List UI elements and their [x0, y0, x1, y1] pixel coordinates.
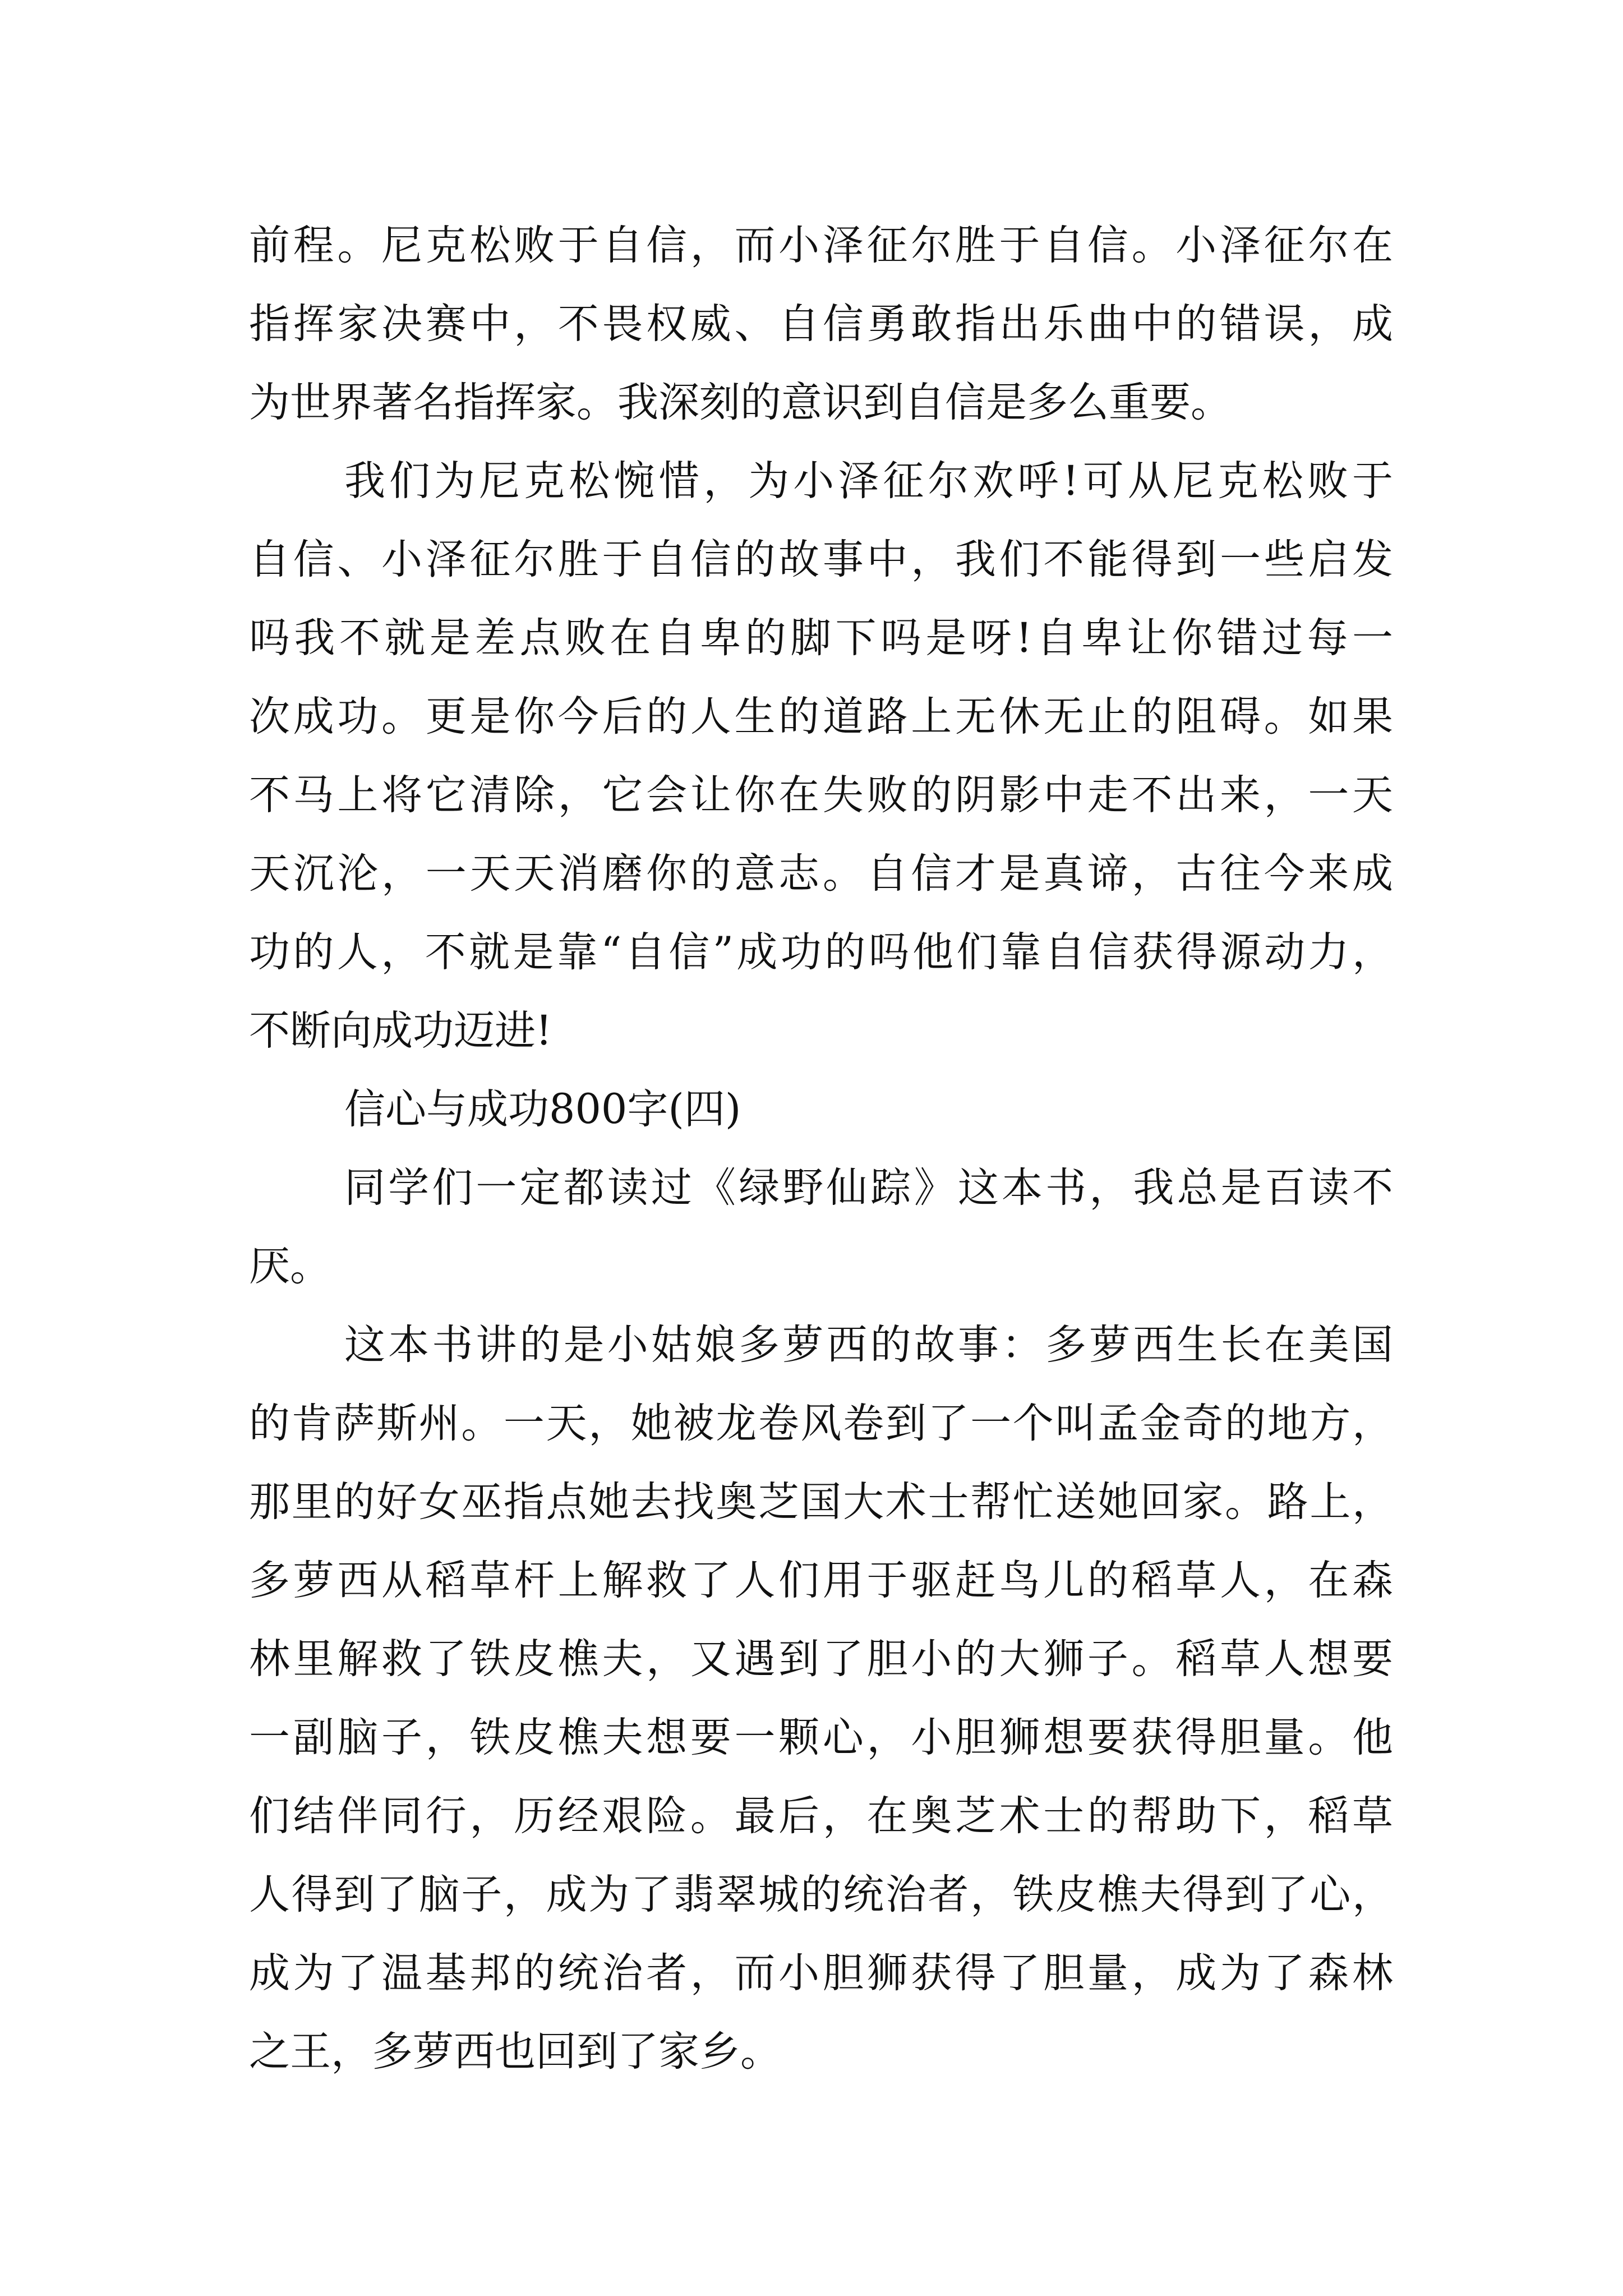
text-line: 我们为尼克松惋惜，为小泽征尔欢呼!可从尼克松败于 — [344, 457, 1393, 505]
text-line: 这本书讲的是小姑娘多萝西的故事：多萝西生长在美国 — [344, 1321, 1393, 1369]
text-line: 人得到了脑子，成为了翡翠城的统治者，铁皮樵夫得到了心， — [249, 1871, 1393, 1918]
text-line: 前程。尼克松败于自信，而小泽征尔胜于自信。小泽征尔在 — [249, 222, 1393, 269]
text-line: 为世界著名指挥家。我深刻的意识到自信是多么重要。 — [249, 379, 1232, 426]
text-line: 不断向成功迈进! — [249, 1007, 552, 1055]
text-line: 林里解救了铁皮樵夫，又遇到了胆小的大狮子。稻草人想要 — [249, 1635, 1393, 1683]
text-line: 次成功。更是你今后的人生的道路上无休无止的阻碍。如果 — [249, 693, 1393, 740]
text-line: 指挥家决赛中，不畏权威、自信勇敢指出乐曲中的错误，成 — [249, 300, 1393, 348]
text-line: 成为了温基邦的统治者，而小胆狮获得了胆量，成为了森林 — [249, 1949, 1393, 1997]
section-heading: 信心与成功800字(四) — [344, 1085, 741, 1133]
text-line: 多萝西从稻草杆上解救了人们用于驱赶鸟儿的稻草人，在森 — [249, 1557, 1393, 1604]
text-line: 功的人，不就是靠“自信”成功的吗他们靠自信获得源动力， — [249, 928, 1393, 976]
text-line: 厌。 — [249, 1243, 331, 1290]
text-line: 那里的好女巫指点她去找奥芝国大术士帮忙送她回家。路上， — [249, 1478, 1393, 1526]
text-line: 吗我不就是差点败在自卑的脚下吗是呀!自卑让你错过每一 — [249, 614, 1393, 662]
text-line: 自信、小泽征尔胜于自信的故事中，我们不能得到一些启发 — [249, 536, 1393, 583]
text-line: 之王，多萝西也回到了家乡。 — [249, 2028, 781, 2076]
text-line: 的肯萨斯州。一天，她被龙卷风卷到了一个叫孟金奇的地方， — [249, 1400, 1393, 1447]
text-line: 不马上将它清除，它会让你在失败的阴影中走不出来，一天 — [249, 771, 1393, 819]
text-line: 天沉沦，一天天消磨你的意志。自信才是真谛，古往今来成 — [249, 850, 1393, 898]
text-line: 一副脑子，铁皮樵夫想要一颗心，小胆狮想要获得胆量。他 — [249, 1714, 1393, 1761]
text-line: 们结伴同行，历经艰险。最后，在奥芝术士的帮助下，稻草 — [249, 1792, 1393, 1840]
text-line: 同学们一定都读过《绿野仙踪》这本书，我总是百读不 — [344, 1164, 1393, 1212]
